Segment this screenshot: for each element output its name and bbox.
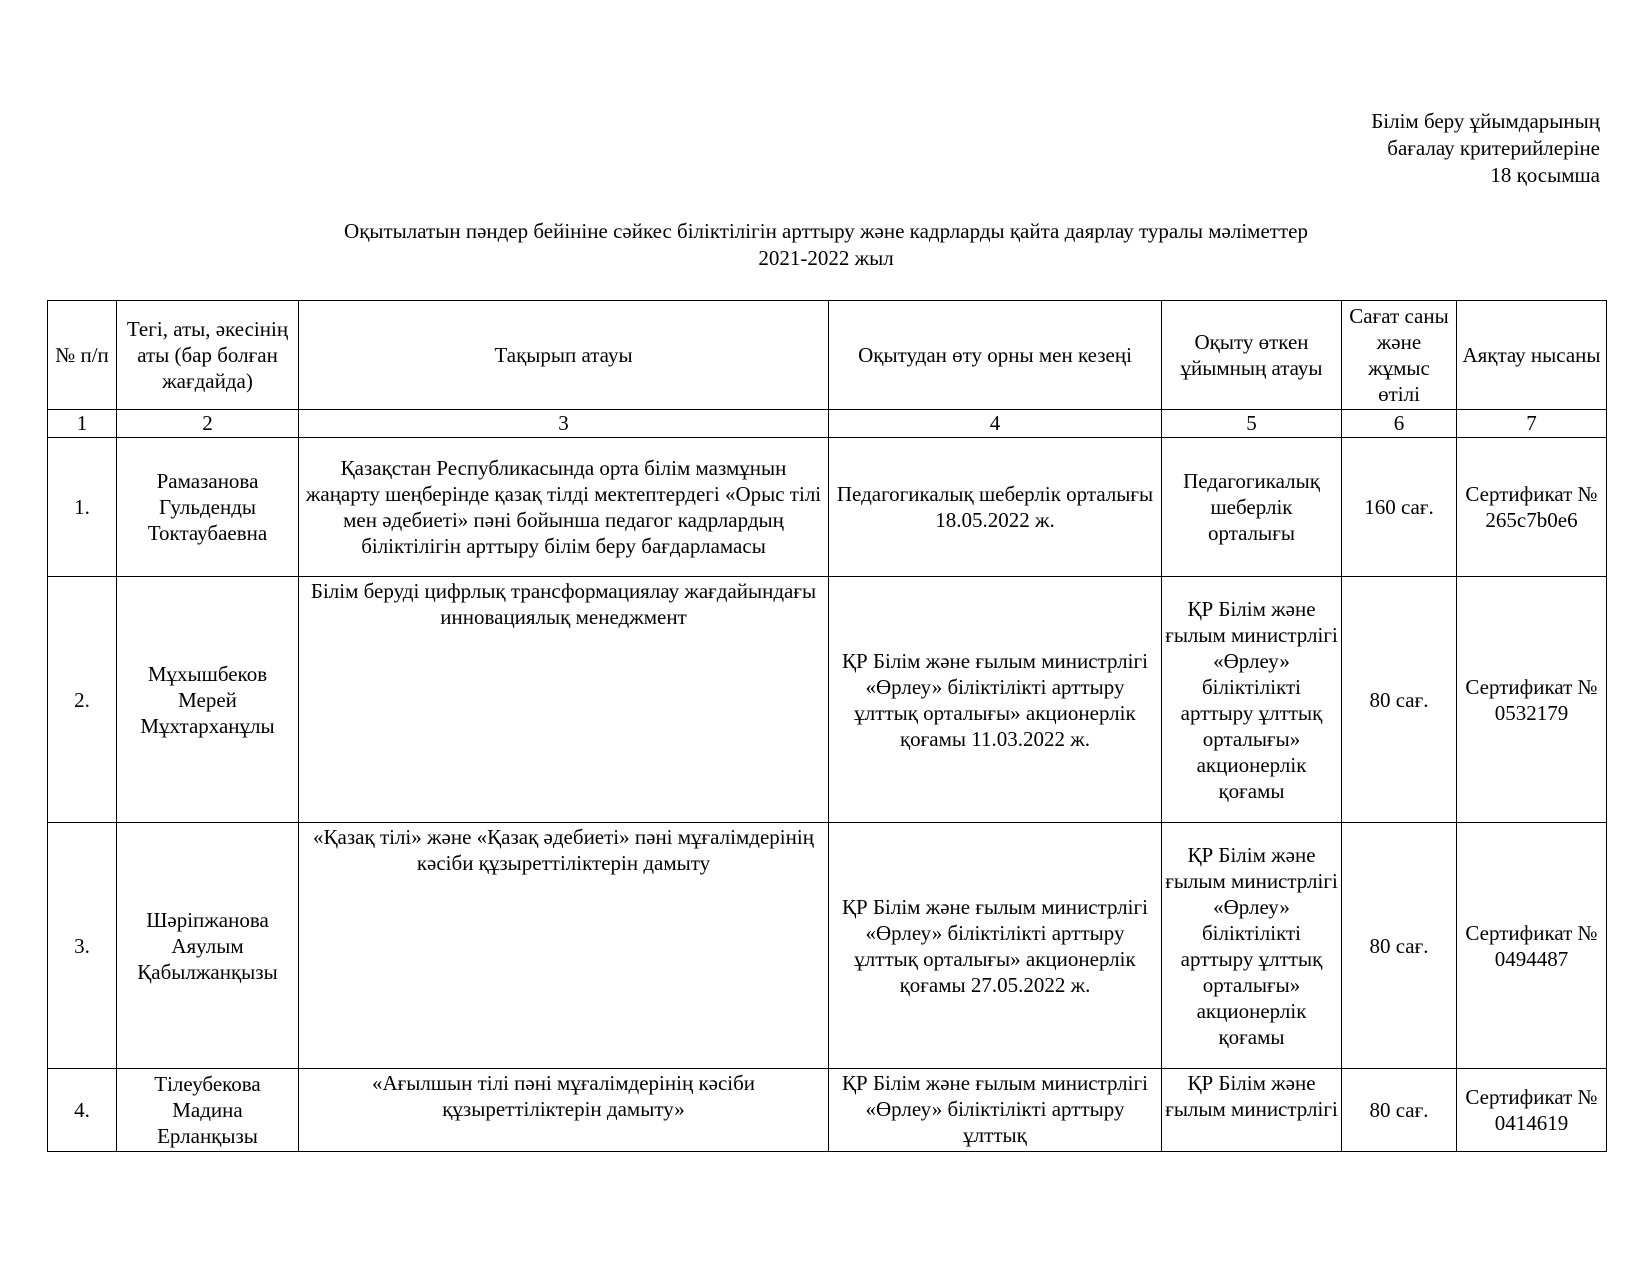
column-number: 1 bbox=[48, 410, 117, 438]
training-table bbox=[47, 300, 1607, 1152]
training-organization: ҚР Білім және ғылым министрлігі bbox=[1162, 1069, 1342, 1152]
column-number: 5 bbox=[1162, 410, 1342, 438]
training-hours: 80 сағ. bbox=[1342, 823, 1457, 1069]
column-number: 2 bbox=[117, 410, 299, 438]
training-hours: 160 сағ. bbox=[1342, 438, 1457, 577]
appendix-line-3: 18 қосымша bbox=[1490, 163, 1600, 187]
completion-form: Сертификат № 0494487 bbox=[1457, 823, 1607, 1069]
training-hours: 80 сағ. bbox=[1342, 1069, 1457, 1152]
training-place-period: Педагогикалық шеберлік орталығы 18.05.2022 ж. bbox=[829, 438, 1162, 577]
training-hours: 80 сағ. bbox=[1342, 577, 1457, 823]
appendix-line-2: бағалау критерийлеріне bbox=[1387, 136, 1600, 160]
header-cell-completion: Аяқтау нысаны bbox=[1457, 301, 1607, 410]
row-number: 3. bbox=[48, 823, 117, 1069]
header-cell-hours: Сағат саны және жұмыс өтілі bbox=[1342, 301, 1457, 410]
document-year: 2021-2022 жыл bbox=[758, 246, 894, 270]
column-number: 4 bbox=[829, 410, 1162, 438]
person-name: Мұхышбеков Мерей Мұхтарханұлы bbox=[117, 577, 299, 823]
training-topic: Білім беруді цифрлық трансформациялау жағдайындағы инновациялық менеджмент bbox=[299, 577, 829, 823]
header-cell-number: № п/п bbox=[48, 301, 117, 410]
column-number: 3 bbox=[299, 410, 829, 438]
header-cell-name: Тегі, аты, әкесінің аты (бар болған жағдайда) bbox=[117, 301, 299, 410]
column-number-row bbox=[48, 410, 1607, 438]
training-topic: «Қазақ тілі» және «Қазақ әдебиеті» пәні мұғалімдерінің кәсіби құзыреттіліктерін дамыту bbox=[299, 823, 829, 1069]
training-place-period: ҚР Білім және ғылым министрлігі «Өрлеу» біліктілікті арттыру ұлттық орталығы» акционерлік қоғамы 27.05.2022 ж. bbox=[829, 823, 1162, 1069]
document-title: Оқытылатын пәндер бейініне сәйкес біліктілігін арттыру және кадрларды қайта даярлау туралы мәліметтер bbox=[344, 219, 1308, 243]
header-cell-place: Оқытудан өту орны мен кезеңі bbox=[829, 301, 1162, 410]
header-cell-topic: Тақырып атауы bbox=[299, 301, 829, 410]
table-row bbox=[48, 577, 1607, 823]
appendix-line-1: Білім беру ұйымдарының bbox=[1371, 109, 1600, 133]
training-place-period: ҚР Білім және ғылым министрлігі «Өрлеу» біліктілікті арттыру ұлттық bbox=[829, 1069, 1162, 1152]
row-number: 4. bbox=[48, 1069, 117, 1152]
completion-form: Сертификат № 265c7b0e6 bbox=[1457, 438, 1607, 577]
table-row bbox=[48, 823, 1607, 1069]
table-row bbox=[48, 1069, 1607, 1152]
training-topic: Қазақстан Республикасында орта білім мазмұнын жаңарту шеңберінде қазақ тілді мектептердегі «Орыс тілі мен әдебиеті» пәні бойынша педагог кадрлардың біліктілігін арттыру білім беру бағдарламасы bbox=[299, 438, 829, 577]
person-name: Шәріпжанова Аяулым Қабылжанқызы bbox=[117, 823, 299, 1069]
header-row bbox=[48, 301, 1607, 410]
training-organization: ҚР Білім және ғылым министрлігі «Өрлеу» біліктілікті арттыру ұлттық орталығы» акционерлік қоғамы bbox=[1162, 577, 1342, 823]
training-topic: «Ағылшын тілі пәні мұғалімдерінің кәсіби құзыреттіліктерін дамыту» bbox=[299, 1069, 829, 1152]
completion-form: Сертификат № 0532179 bbox=[1457, 577, 1607, 823]
appendix-note bbox=[1180, 108, 1600, 189]
person-name: Рамазанова Гульденды Токтаубаевна bbox=[117, 438, 299, 577]
training-place-period: ҚР Білім және ғылым министрлігі «Өрлеу» біліктілікті арттыру ұлттық орталығы» акционерлік қоғамы 11.03.2022 ж. bbox=[829, 577, 1162, 823]
header-cell-organization: Оқыту өткен ұйымның атауы bbox=[1162, 301, 1342, 410]
completion-form: Сертификат № 0414619 bbox=[1457, 1069, 1607, 1152]
person-name: Тілеубекова Мадина Ерланқызы bbox=[117, 1069, 299, 1152]
table-row bbox=[48, 438, 1607, 577]
document-heading bbox=[47, 218, 1605, 272]
training-organization: ҚР Білім және ғылым министрлігі «Өрлеу» біліктілікті арттыру ұлттық орталығы» акционерлік қоғамы bbox=[1162, 823, 1342, 1069]
row-number: 2. bbox=[48, 577, 117, 823]
column-number: 7 bbox=[1457, 410, 1607, 438]
training-organization: Педагогикалық шеберлік орталығы bbox=[1162, 438, 1342, 577]
row-number: 1. bbox=[48, 438, 117, 577]
column-number: 6 bbox=[1342, 410, 1457, 438]
